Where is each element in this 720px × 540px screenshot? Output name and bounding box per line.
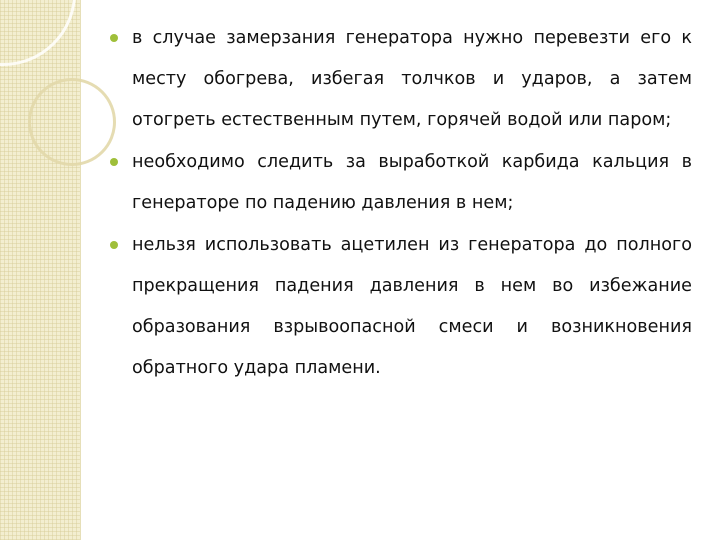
list-item	[110, 225, 692, 389]
bullet-icon	[110, 158, 118, 166]
bullet-icon	[110, 34, 118, 42]
bullet-icon	[110, 241, 118, 249]
bullet-text: нельзя использовать ацетилен из генератора до полного прекращения падения давления в нем во избежание образования взрывоопасной смеси и возникновения обратного удара пламени.	[132, 235, 692, 378]
decorative-side-band	[0, 0, 81, 540]
bullet-text: необходимо следить за выработкой карбида кальция в генераторе по падению давления в нем;	[132, 152, 692, 213]
decorative-circle-small	[28, 78, 116, 166]
list-item	[110, 142, 692, 224]
decorative-circle-large	[0, 0, 76, 66]
bullet-list	[110, 18, 692, 390]
bullet-text: в случае замерзания генератора нужно перевезти его к месту обогрева, избегая толчков и ударов, а затем отогреть естественным путем, горячей водой или паром;	[132, 28, 692, 130]
list-item	[110, 18, 692, 141]
